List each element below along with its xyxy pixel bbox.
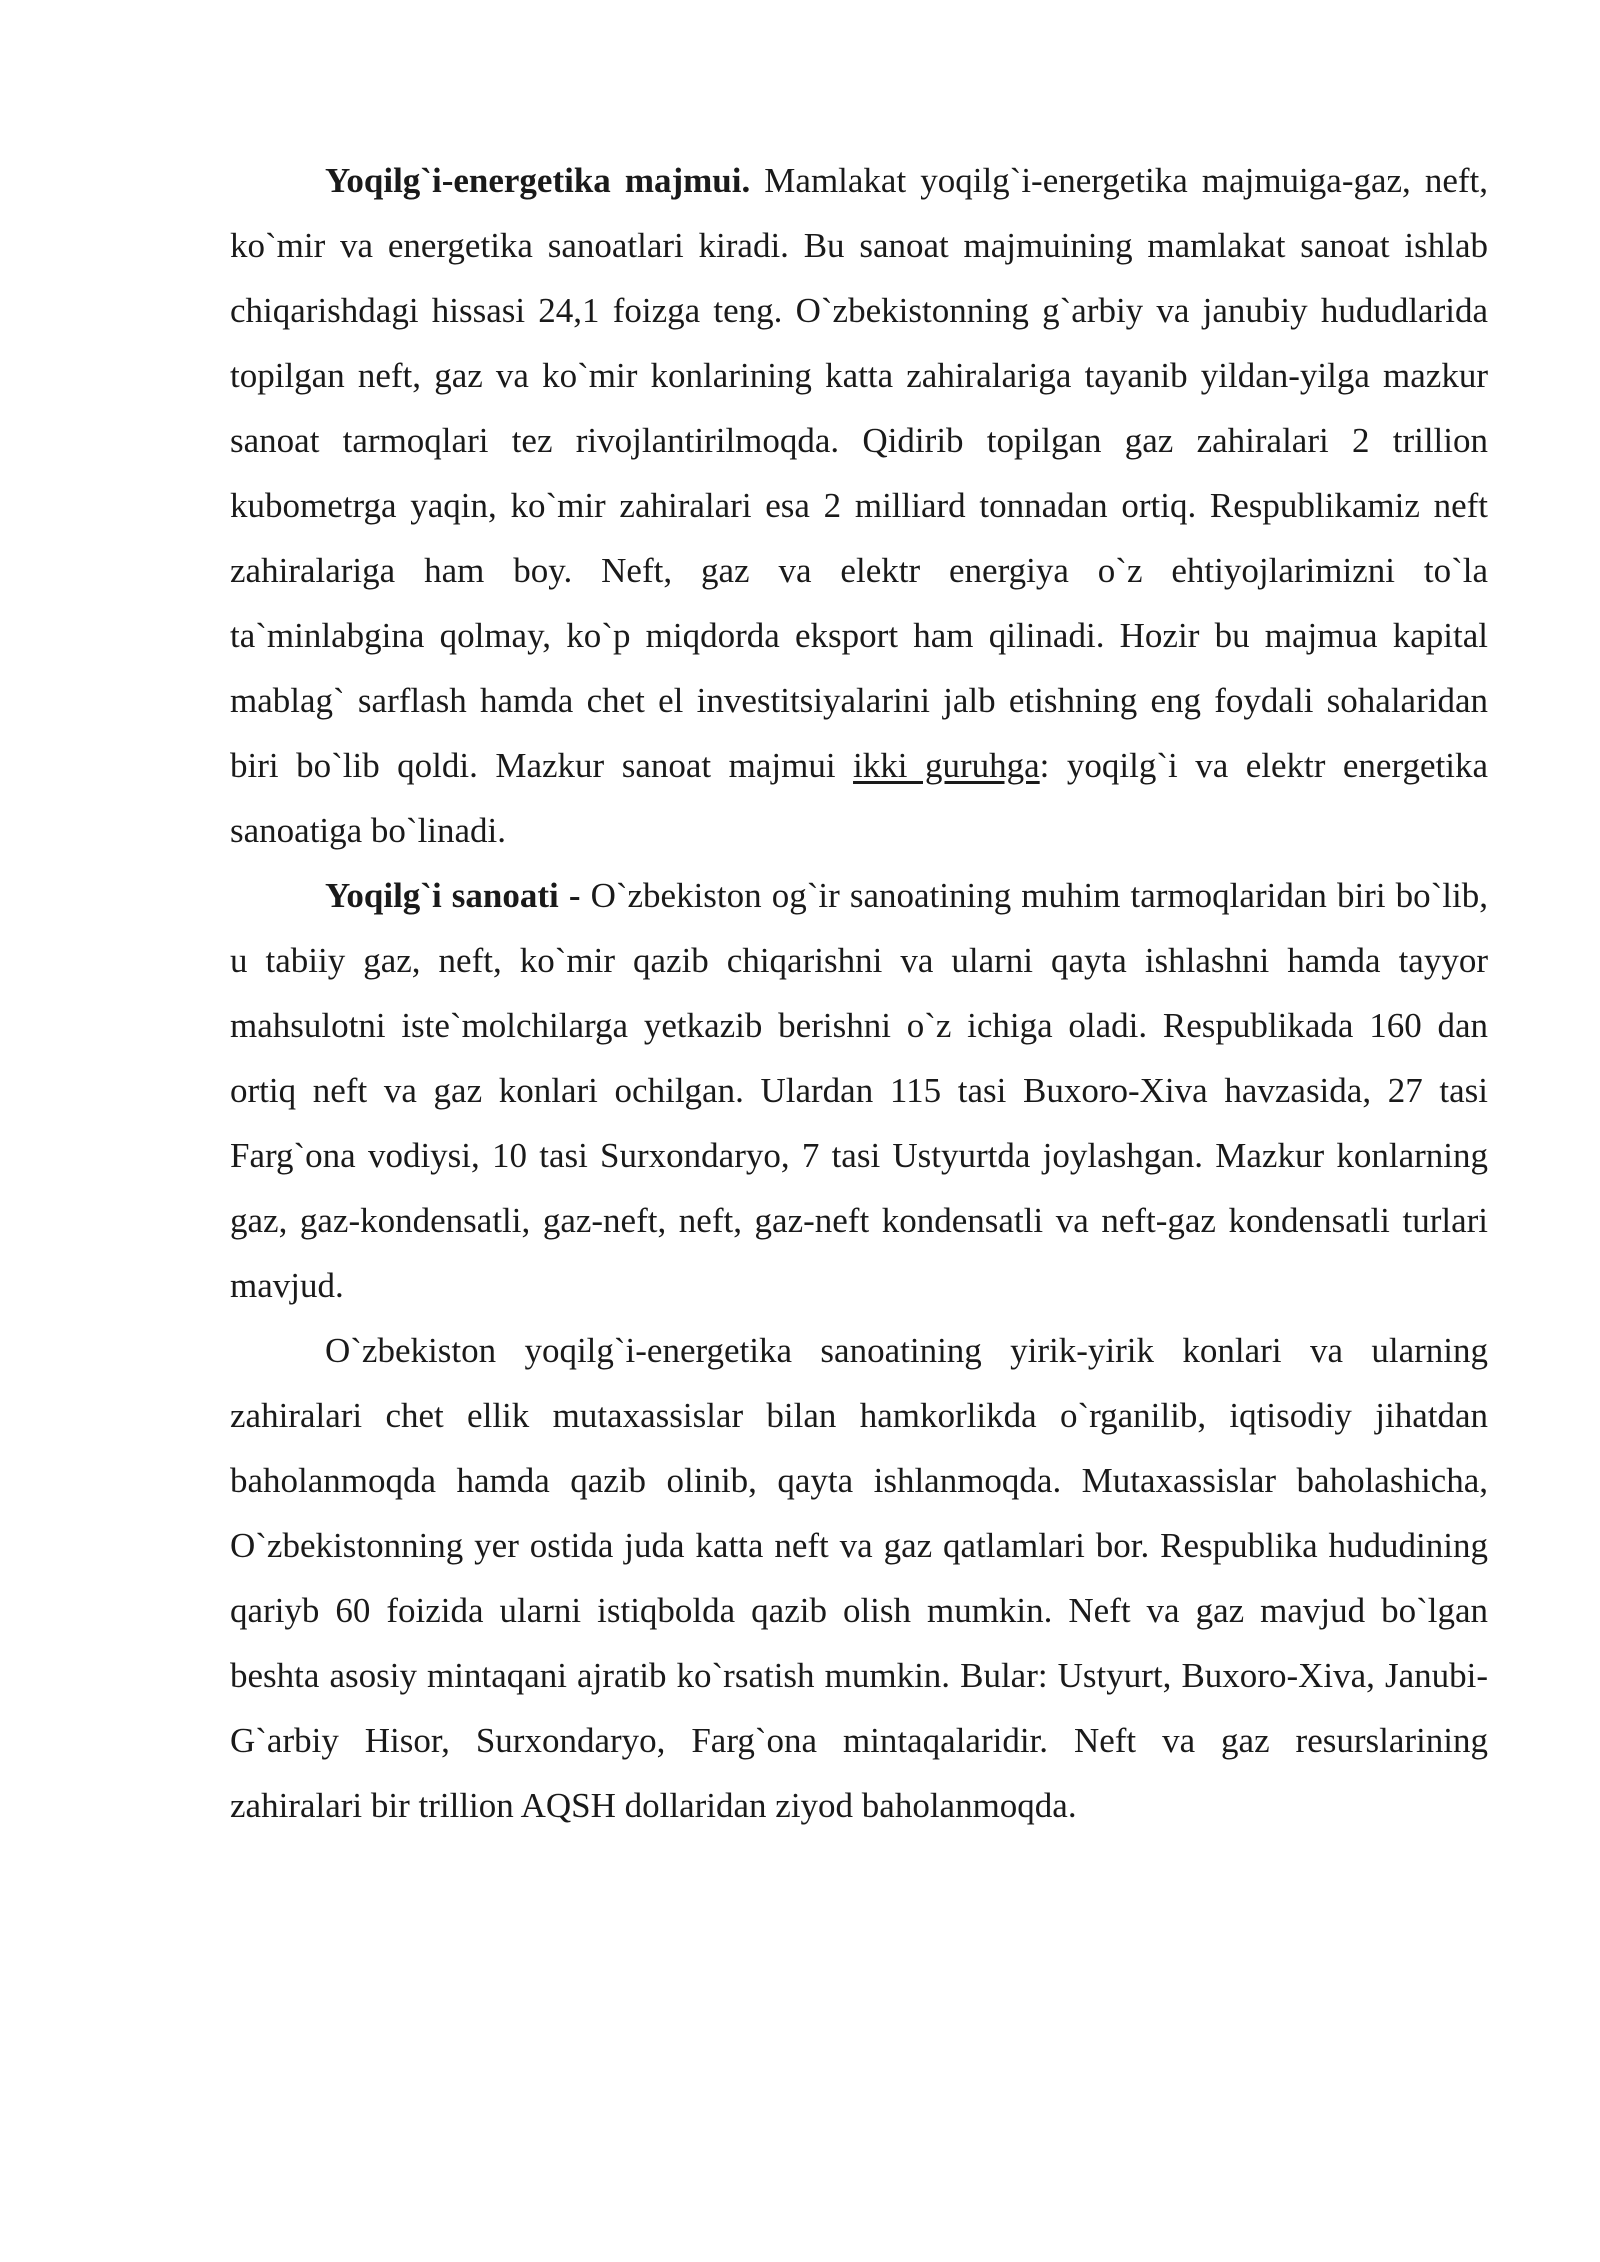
paragraph-reserves <box>230 1318 1488 1838</box>
paragraph-text: O`zbekiston og`ir sanoatining muhim tarmoqlaridan biri bo`lib, u tabiiy gaz, neft, ko`mir qazib chiqarishni va ularni qayta ishlashni hamda tayyor mahsulotni iste`molchilarga yetkazib berishni o`z ichiga oladi. Respublikada 160 dan ortiq neft va gaz konlari ochilgan. Ulardan 115 tasi Buxoro-Xiva havzasida, 27 tasi Farg`ona vodiysi, 10 tasi Surxondaryo, 7 tasi Ustyurtda joylashgan. Mazkur konlarning gaz, gaz-kondensatli, gaz-neft, neft, gaz-neft kondensatli va neft-gaz kondensatli turlari mavjud. <box>230 876 1488 1305</box>
paragraph-energy-complex <box>230 148 1488 863</box>
paragraph-text: : yoqilg`i va elektr energetika sanoatiga bo`linadi. <box>230 746 1488 850</box>
document-page <box>230 148 1488 1838</box>
paragraph-fuel-industry <box>230 863 1488 1318</box>
paragraph-text: O`zbekiston yoqilg`i-energetika sanoatining yirik-yirik konlari va ularning zahiralari chet ellik mutaxassislar bilan hamkorlikda o`rganilib, iqtisodiy jihatdan baholanmoqda hamda qazib olinib, qayta ishlanmoqda. Mutaxassislar baholashicha, O`zbekistonning yer ostida juda katta neft va gaz qatlamlari bor. Respublika hududining qariyb 60 foizida ularni istiqbolda qazib olish mumkin. Neft va gaz mavjud bo`lgan beshta asosiy mintaqani ajratib ko`rsatish mumkin. Bular: Ustyurt, Buxoro-Xiva, Janubi-G`arbiy Hisor, Surxondaryo, Farg`ona mintaqalaridir. Neft va gaz resurslarining zahiralari bir trillion AQSH dollaridan ziyod baholanmoqda. <box>230 1331 1488 1825</box>
paragraph-text: Mamlakat yoqilg`i-energetika majmuiga-gaz, neft, ko`mir va energetika sanoatlari kiradi. Bu sanoat majmuining mamlakat sanoat ishlab chiqarishdagi hissasi 24,1 foizga teng. O`zbekistonning g`arbiy va janubiy hududlarida topilgan neft, gaz va ko`mir konlarining katta zahiralariga tayanib yildan-yilga mazkur sanoat tarmoqlari tez rivojlantirilmoqda. Qidirib topilgan gaz zahiralari 2 trillion kubometrga yaqin, ko`mir zahiralari esa 2 milliard tonnadan ortiq. Respublikamiz neft zahiralariga ham boy. Neft, gaz va elektr energiya o`z ehtiyojlarimizni to`la ta`minlabgina qolmay, ko`p miqdorda eksport ham qilinadi. Hozir bu majmua kapital mablag` sarflash hamda chet el investitsiyalarini jalb etishning eng foydali sohalaridan biri bo`lib qoldi. Mazkur sanoat majmui <box>230 161 1488 785</box>
heading-energy-complex: Yoqilg`i-energetika majmui. <box>325 161 751 200</box>
underlined-term: ikki guruhga <box>853 746 1040 785</box>
heading-fuel-industry: Yoqilg`i sanoati - <box>325 876 581 915</box>
